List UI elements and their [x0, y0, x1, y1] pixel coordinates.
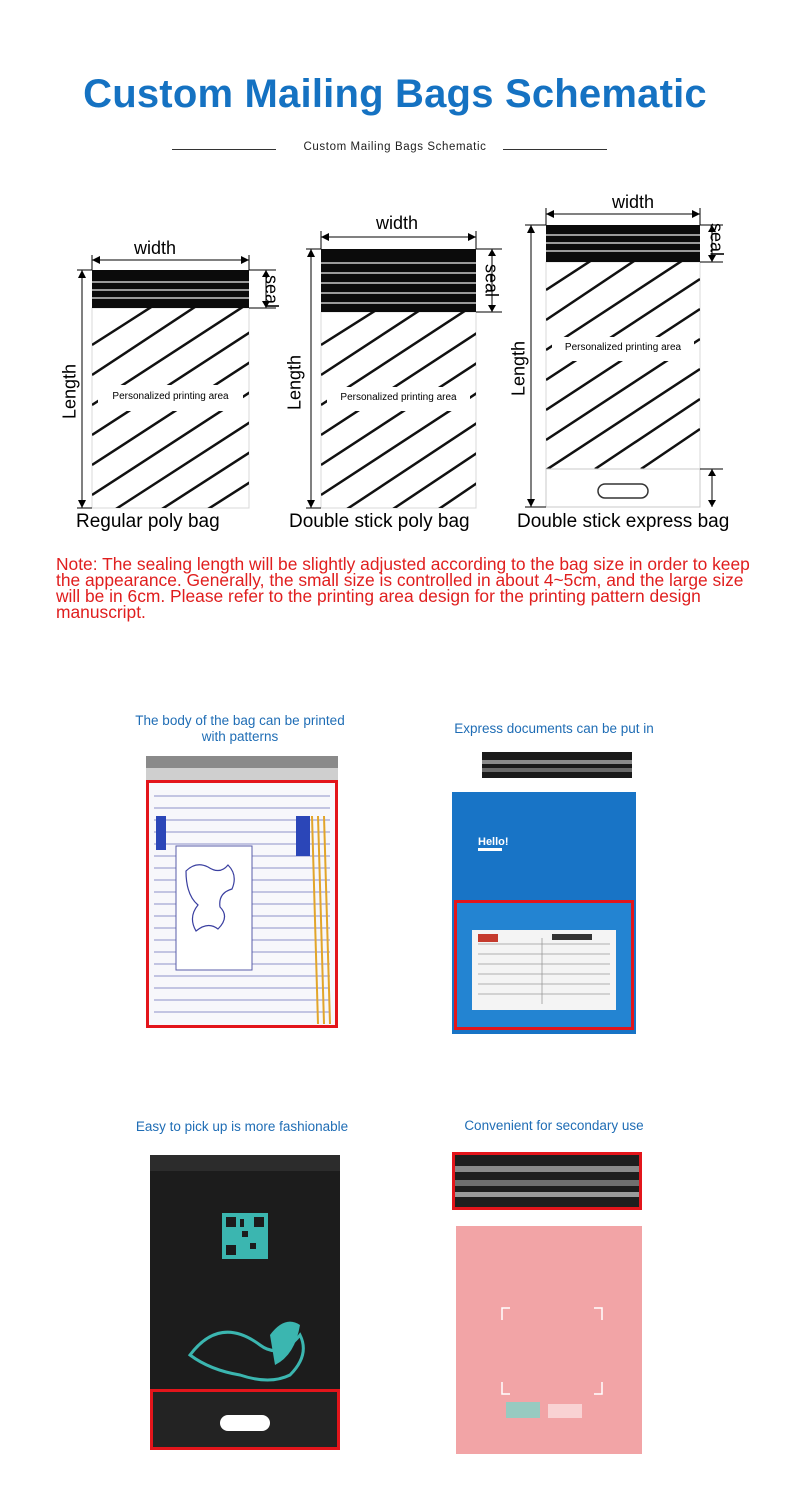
- feature-caption-documents: Express documents can be put in: [454, 721, 654, 736]
- bag-regular-seal-label: seal: [261, 274, 282, 309]
- express-bag-photo: [452, 752, 636, 1034]
- bag-express-name: Double stick express bag: [517, 511, 730, 532]
- bag-double-stick-width-label: width: [376, 213, 419, 233]
- bag-regular-width-label: width: [134, 238, 177, 258]
- handle-bag-photo: [150, 1155, 340, 1450]
- express-bag-hello-text: Hello!: [478, 836, 509, 848]
- feature-caption-reuse: Convenient for secondary use: [464, 1118, 644, 1133]
- bag-express-seal-label: seal: [706, 222, 727, 257]
- document-pocket-highlight: [454, 900, 634, 1030]
- bag-express-width-label: width: [612, 192, 655, 212]
- page-subtitle: Custom Mailing Bags Schematic: [303, 141, 487, 153]
- bag-regular-printing-area-label: Personalized printing area: [112, 391, 229, 402]
- bag-double-stick-length-label: Length: [284, 354, 305, 411]
- sealing-note: Note: The sealing length will be slightly adjusted according to the bag size in order to keep the appearance. Generally, the small size is controlled in about 4~5cm, and the large size will be in 6cm. Please refer to the printing area design for the printing pattern design manuscript.: [56, 554, 750, 622]
- page-title: Custom Mailing Bags Schematic: [83, 72, 707, 116]
- feature-caption-handle: Easy to pick up is more fashionable: [135, 1119, 349, 1134]
- feature-caption-printed: The body of the bag can be printed with patterns: [135, 713, 345, 744]
- bag-express-length-label: Length: [508, 340, 529, 397]
- handle-highlight: [150, 1389, 340, 1450]
- bag-double-stick-seal-label: seal: [481, 263, 502, 298]
- subtitle-divider-right: [503, 149, 607, 150]
- bag-express-printing-area-label: Personalized printing area: [564, 342, 682, 353]
- bag-regular-name: Regular poly bag: [76, 511, 220, 532]
- printed-bag-photo: [146, 756, 338, 1028]
- seal-strip-highlight: [452, 1152, 642, 1210]
- bag-regular-length-label: Length: [59, 363, 80, 420]
- bag-regular-drawing: [50, 235, 290, 515]
- bag-double-stick-printing-area-label: Personalized printing area: [340, 392, 457, 403]
- reuse-bag-photo: [452, 1152, 644, 1454]
- bag-double-stick-name: Double stick poly bag: [289, 511, 470, 532]
- printed-area-highlight: [146, 780, 338, 1028]
